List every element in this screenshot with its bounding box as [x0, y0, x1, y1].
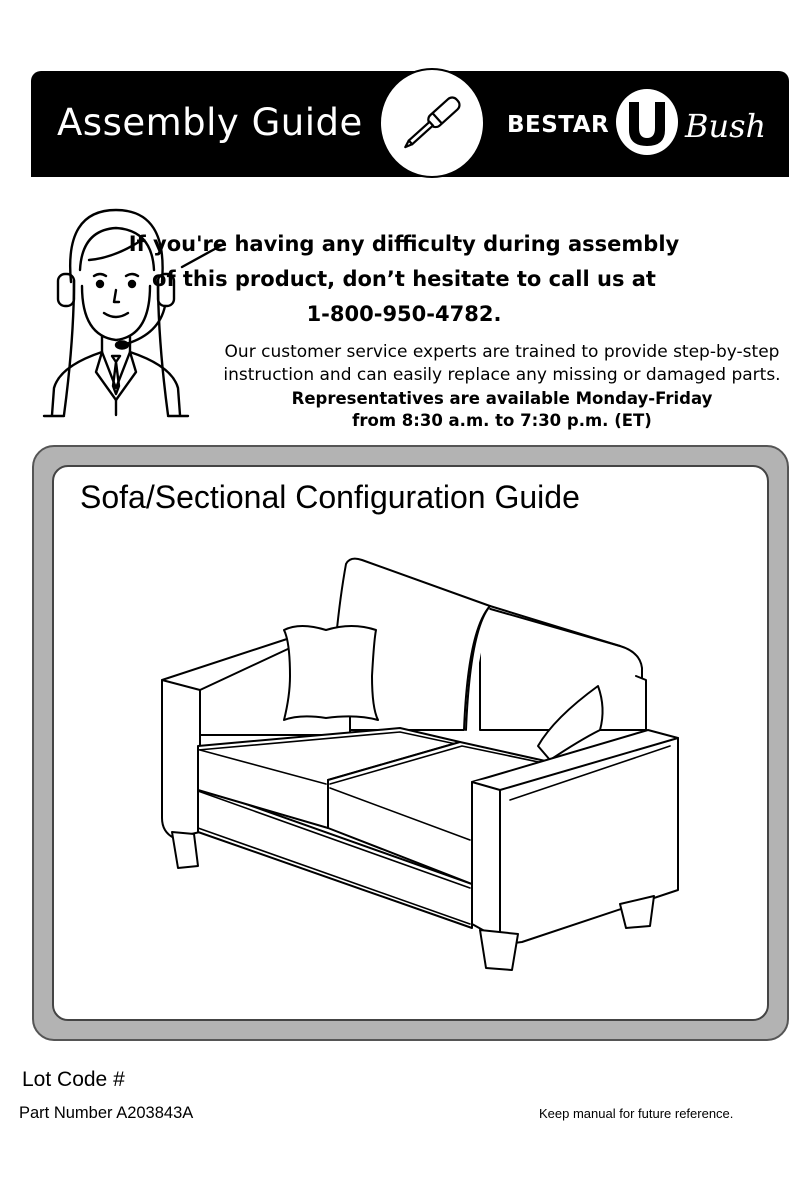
- header-bar: [31, 71, 789, 177]
- screwdriver-icon: [381, 70, 483, 176]
- tool-badge: [379, 68, 485, 178]
- header-title: Assembly Guide: [57, 101, 363, 144]
- support-hours-line-1: Representatives are available Monday-Friday: [291, 389, 713, 408]
- guide-title: Sofa/Sectional Configuration Guide: [80, 479, 580, 515]
- lot-code-label: Lot Code #: [22, 1068, 125, 1091]
- support-phone-number[interactable]: 1-800-950-4782.: [306, 302, 502, 326]
- loveseat-sofa-icon: [150, 550, 690, 985]
- bush-logo-icon: [614, 88, 680, 161]
- support-headline-line-1: If you're having any difficulty during assembly: [128, 232, 680, 256]
- brand-name-bestar: BESTAR: [507, 112, 610, 138]
- part-number: Part Number A203843A: [19, 1104, 194, 1122]
- support-headline-line-2: of this product, don’t hesitate to call us at: [152, 267, 656, 291]
- support-body-line-1: Our customer service experts are trained to provide step-by-step: [224, 342, 780, 362]
- keep-manual-note: Keep manual for future reference.: [539, 1106, 734, 1121]
- support-body-line-2: instruction and can easily replace any missing or damaged parts.: [223, 365, 781, 385]
- brand-name-bush: Bush: [685, 107, 767, 145]
- support-hours-line-2: from 8:30 a.m. to 7:30 p.m. (ET): [352, 411, 652, 430]
